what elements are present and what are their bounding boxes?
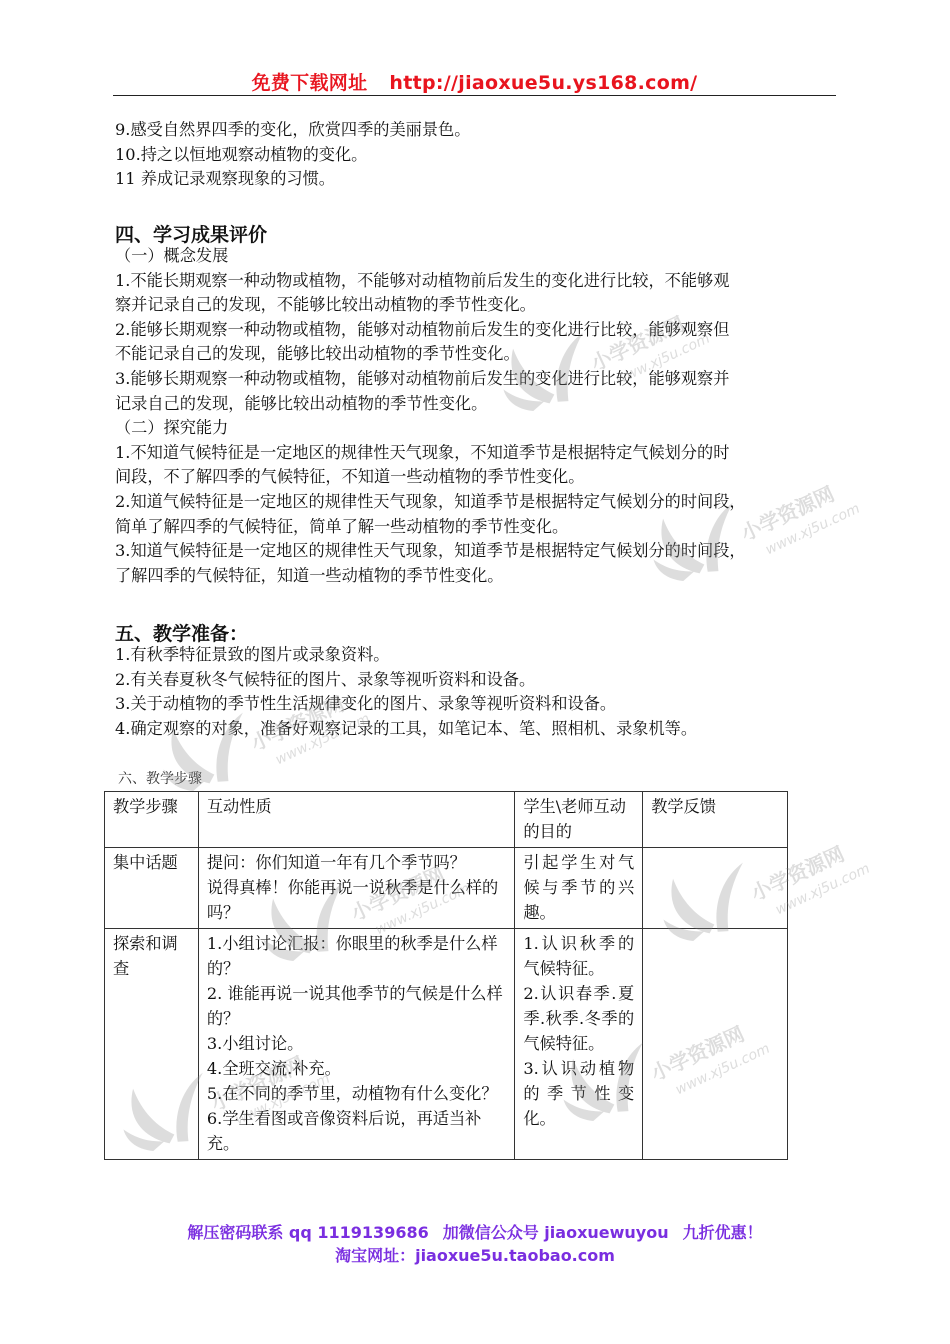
text-line: 4.确定观察的对象，准备好观察记录的工具，如笔记本、笔、照相机、录象机等。 [115, 718, 698, 738]
cell-line: 说得真棒！你能再说一说秋季是什么样的吗？ [206, 878, 499, 922]
text-line: 3.知道气候特征是一定地区的规律性天气现象，知道季节是根据特定气候划分的时间段， [115, 541, 746, 561]
subsection-title: （一）概念发展 [115, 246, 229, 265]
goal-line: 11 养成记录观察现象的习惯。 [115, 169, 335, 189]
footer-line-2[interactable]: 淘宝网址：jiaoxue5u.taobao.com [335, 1246, 615, 1265]
table-row [105, 929, 788, 1160]
footer-wechat-text: 加微信公众号 jiaoxuewuyou [442, 1223, 669, 1242]
table-row [105, 848, 788, 929]
goal-line: 9.感受自然界四季的变化，欣赏四季的美丽景色。 [115, 120, 471, 139]
header-url-link[interactable]: http://jiaoxue5u.ys168.com/ [389, 72, 698, 94]
text-line: 了解四季的气候特征，知道一些动植物的季节性变化。 [115, 565, 504, 585]
text-line: 简单了解四季的气候特征，简单了解一些动植物的季节性变化。 [115, 516, 569, 536]
feedback-cell [643, 848, 788, 929]
cell-line: 3.小组讨论。 [206, 1034, 304, 1053]
teaching-steps-table [104, 791, 788, 1160]
cell-line: 5.在不同的季节里，动植物有什么变化？ [206, 1084, 498, 1103]
cell-line: 引起学生对气候与季节的兴趣。 [523, 853, 635, 922]
page-header [113, 68, 836, 95]
header-cell: 学生\老师互动的目的 [515, 792, 643, 848]
text-line: 3.能够长期观察一种动物或植物，能够对动植物前后发生的变化进行比较，能够观察并 [115, 368, 730, 388]
text-line: 察并记录自己的发现，不能够比较出动植物的季节性变化。 [115, 295, 536, 315]
table-header-row [105, 792, 788, 848]
text-line: 2.有关春夏秋冬气候特征的图片、录象等视听资料和设备。 [115, 669, 536, 689]
cell-line: 3.认识动植物的季节性变化。 [523, 1059, 635, 1128]
footer-line-1 [0, 1220, 950, 1243]
text-line: 1.有秋季特征景致的图片或录象资料。 [115, 645, 390, 664]
text-line: 2.知道气候特征是一定地区的规律性天气现象，知道季节是根据特定气候划分的时间段， [115, 491, 746, 511]
step-cell: 集中话题 [105, 848, 199, 929]
text-line: 记录自己的发现，能够比较出动植物的季节性变化。 [115, 393, 488, 413]
goal-line: 10.持之以恒地观察动植物的变化。 [115, 144, 368, 164]
feedback-cell [643, 929, 788, 1160]
interaction-cell [198, 848, 514, 929]
header-cell: 教学反馈 [643, 792, 788, 848]
text-line: 不能记录自己的发现，能够比较出动植物的季节性变化。 [115, 344, 520, 364]
section4-body [115, 244, 840, 588]
section4-heading: 四、学习成果评价 [115, 224, 268, 246]
cell-line: 1.小组讨论汇报：你眼里的秋季是什么样的？ [206, 934, 498, 978]
section5-heading: 五、教学准备： [115, 623, 249, 645]
cell-line: 2. 谁能再说一说其他季节的气候是什么样的？ [206, 984, 503, 1028]
cell-line: 2.认识春季.夏季.秋季.冬季的气候特征。 [523, 984, 635, 1053]
header-divider [113, 95, 836, 96]
header-cell: 互动性质 [198, 792, 514, 848]
header-label: 免费下载网址 [251, 72, 368, 94]
cell-line: 提问：你们知道一年有几个季节吗？ [206, 853, 466, 872]
footer-password-text: 解压密码联系 qq 1119139686 [187, 1223, 429, 1242]
text-line: 2.能够长期观察一种动物或植物，能够对动植物前后发生的变化进行比较，能够观察但 [115, 319, 730, 339]
text-line: 1.不知道气候特征是一定地区的规律性天气现象，不知道季节是根据特定气候划分的时 [115, 442, 730, 462]
interaction-cell [198, 929, 514, 1160]
text-line: 间段，不了解四季的气候特征，不知道一些动植物的季节性变化。 [115, 467, 585, 487]
text-line: 3.关于动植物的季节性生活规律变化的图片、录象等视听资料和设备。 [115, 694, 617, 714]
section5-body [115, 643, 840, 741]
cell-line: 6.学生看图或音像资料后说，再适当补充。 [206, 1109, 482, 1153]
cell-line: 1.认识秋季的气候特征。 [523, 934, 635, 978]
goals-continued [115, 118, 840, 192]
subsection-title: （二）探究能力 [115, 418, 229, 438]
step-cell: 探索和调查 [105, 929, 199, 1160]
table-caption: 六、教学步骤 [118, 771, 202, 787]
goal-cell [515, 848, 643, 929]
text-line: 1.不能长期观察一种动物或植物，不能够对动植物前后发生的变化进行比较，不能够观 [115, 270, 730, 290]
cell-line: 4.全班交流.补充。 [206, 1059, 341, 1078]
goal-cell [515, 929, 643, 1160]
header-cell: 教学步骤 [105, 792, 199, 848]
footer-discount-text: 九折优惠！ [682, 1223, 763, 1242]
